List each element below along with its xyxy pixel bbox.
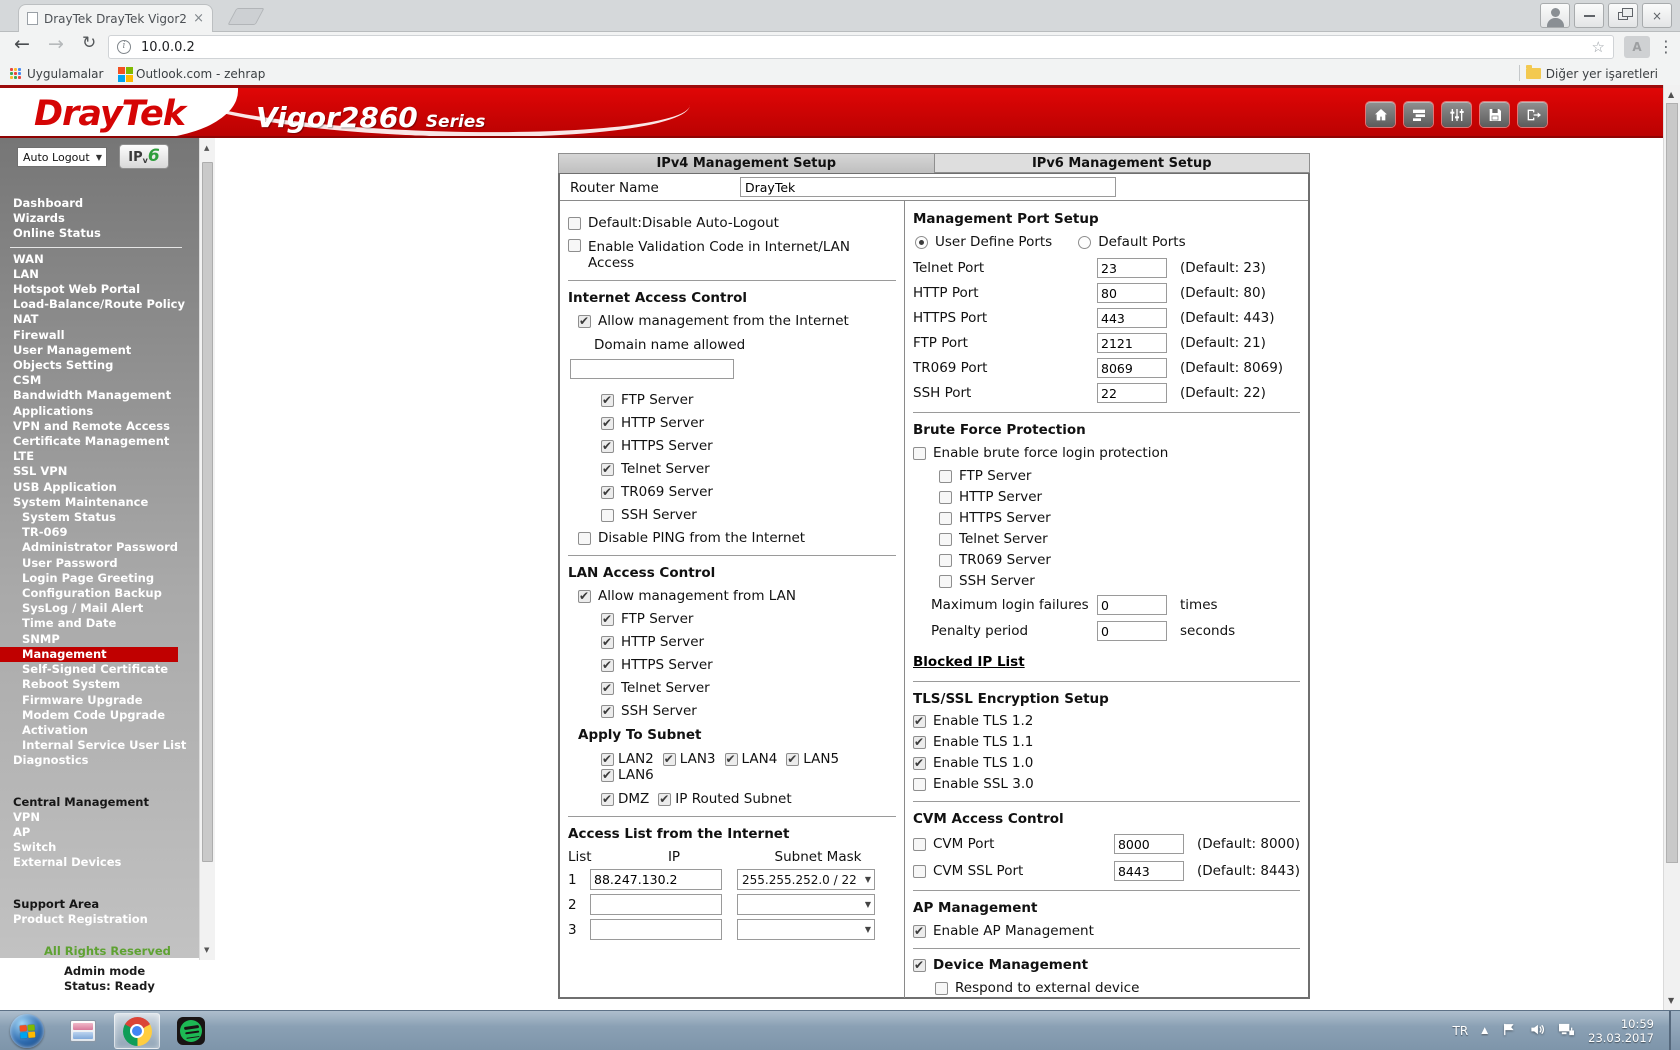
sidebar-item[interactable]: Firewall: [13, 327, 65, 342]
other-bookmarks[interactable]: Diğer yer işaretleri: [1526, 64, 1658, 83]
checkbox[interactable]: [601, 509, 614, 522]
sidebar-item[interactable]: Hotspot Web Portal: [13, 282, 141, 297]
back-button[interactable]: ←: [14, 33, 30, 55]
router-name-input[interactable]: [740, 177, 1116, 197]
access-ip-input[interactable]: [590, 919, 722, 940]
sidebar-item[interactable]: LAN: [13, 266, 39, 281]
wizard-panels-icon[interactable]: [1404, 102, 1433, 127]
server-checkbox-row: SSH Server: [913, 574, 1300, 589]
tab-ipv6-management[interactable]: IPv6 Management Setup: [935, 153, 1311, 173]
sidebar-item[interactable]: System Status: [22, 510, 116, 525]
lan-access-title: LAN Access Control: [568, 565, 716, 581]
sidebar-item[interactable]: SSL VPN: [13, 464, 68, 479]
bookmark-star-icon[interactable]: ☆: [1591, 38, 1605, 56]
settings-sliders-icon[interactable]: [1442, 102, 1471, 127]
cvm-rows: [913, 834, 1300, 881]
server-checkbox-row: FTP Server: [913, 469, 1300, 484]
server-checkbox-row: ✔ FTP Server: [568, 612, 896, 627]
checkbox[interactable]: [663, 753, 676, 766]
tls-title: TLS/SSL Encryption Setup: [913, 691, 1109, 707]
server-checkbox-row: ✔ HTTPS Server: [568, 658, 896, 673]
restore-button[interactable]: [1608, 3, 1638, 28]
tls-option-list: [913, 714, 1300, 792]
checkbox[interactable]: [601, 613, 614, 626]
sidebar-item[interactable]: Product Registration: [13, 911, 148, 926]
sidebar-item[interactable]: Login Page Greeting: [22, 570, 155, 585]
left-column: Default:Disable Auto-Logout Enable Validation Code in Internet/LAN Access Internet Access Control ✔ Allow management from the Internet Domain name allowed ✔ FTP Server ✔ HTTP Server ✔ HTTPS Server ✔ Telnet Server ✔ TR069 Server SSH Server Disable PING from the Internet LAN Access Control ✔ Allow management from LAN ✔ FTP Server ✔ HTTP Server ✔ HTTPS Server ✔ Telnet Server ✔ SSH Server Apply To Subnet ✔ LAN2 ✔ LAN3 ✔ LAN4 ✔ LAN5 ✔ LAN6 ✔ DMZ ✔ IP Routed Subnet Access List from the Internet List IP Subnet Mask 1 88.247.130.2 255.255.252.0 / 22 ▼ 2 ▼ 3 ▼: [560, 201, 905, 998]
scroll-down-icon[interactable]: ▼: [1668, 996, 1675, 1005]
profile-button[interactable]: [1540, 3, 1570, 28]
port-row: Telnet Port 23 (Default: 23): [913, 258, 1300, 278]
address-bar[interactable]: [108, 35, 1614, 59]
auto-logout-select[interactable]: Auto Logout ▼: [17, 147, 107, 167]
subnet-checkbox: ✔ LAN2: [601, 751, 654, 767]
sidebar-item[interactable]: Diagnostics: [13, 753, 89, 768]
sidebar-item[interactable]: Switch: [13, 840, 57, 855]
taskbar-app-button[interactable]: [60, 1013, 106, 1049]
apps-grid-icon: [10, 68, 22, 80]
model-title: Vigor2860 Series: [256, 101, 486, 134]
checkbox-disable-auto-logout[interactable]: [568, 217, 581, 230]
checkbox-allow-internet-mgmt[interactable]: [578, 315, 591, 328]
server-checkbox-row: ✔ Telnet Server: [568, 462, 896, 477]
penalty-period-input[interactable]: [1097, 621, 1167, 641]
adobe-extension-icon[interactable]: A: [1624, 36, 1650, 58]
checkbox-respond-external[interactable]: [935, 982, 948, 995]
page-scroll-thumb[interactable]: [1666, 103, 1678, 863]
checkbox[interactable]: [786, 753, 799, 766]
sidebar-item[interactable]: Applications: [13, 403, 94, 418]
admin-mode-text: Admin mode: [64, 964, 146, 978]
page-scrollbar[interactable]: [1663, 85, 1680, 1010]
new-tab-button[interactable]: [227, 8, 264, 25]
port-input[interactable]: [1097, 258, 1167, 278]
port-row: HTTP Port 80 (Default: 80): [913, 283, 1300, 303]
language-indicator[interactable]: TR: [1452, 1024, 1469, 1038]
access-list-row: 1 88.247.130.2 255.255.252.0 / 22 ▼: [568, 869, 896, 890]
radio-default-ports[interactable]: [1078, 236, 1091, 249]
server-checkbox-row: ✔ HTTP Server: [568, 635, 896, 650]
sidebar-item[interactable]: Self-Signed Certificate: [22, 662, 169, 677]
status-text: Status: Ready: [64, 979, 155, 993]
scroll-down-icon[interactable]: ▼: [204, 946, 210, 954]
port-row: FTP Port 2121 (Default: 21): [913, 333, 1300, 353]
access-list-row: 3 ▼: [568, 919, 896, 940]
subnet-list: [568, 751, 896, 783]
site-info-icon[interactable]: i: [117, 40, 131, 54]
checkbox[interactable]: [601, 682, 614, 695]
logout-icon[interactable]: [1518, 102, 1547, 127]
checkbox[interactable]: [601, 705, 614, 718]
subnet-checkbox: ✔ IP Routed Subnet: [658, 791, 791, 807]
bookmark-outlook[interactable]: Outlook.com - zehrap: [118, 64, 265, 83]
browser-toolbar: [0, 32, 1680, 62]
sidebar-item[interactable]: External Devices: [13, 855, 122, 870]
sidebar-item[interactable]: NAT: [13, 312, 39, 327]
checkbox[interactable]: [939, 575, 952, 588]
port-input[interactable]: [1097, 308, 1167, 328]
sidebar-item[interactable]: Management: [0, 647, 178, 662]
draytek-banner: [0, 85, 1680, 138]
cvm-title: CVM Access Control: [913, 811, 1064, 827]
radio-user-define-ports[interactable]: [915, 236, 928, 249]
checkbox[interactable]: [913, 778, 926, 791]
sidebar-item[interactable]: SNMP: [22, 631, 60, 646]
access-ip-input[interactable]: [590, 869, 722, 890]
port-row: TR069 Port 8069 (Default: 8069): [913, 358, 1300, 378]
subnet-checkbox: ✔ DMZ: [601, 791, 649, 807]
sidebar-item[interactable]: Configuration Backup: [22, 586, 162, 601]
brute-force-title: Brute Force Protection: [913, 422, 1086, 438]
checkbox[interactable]: [601, 753, 614, 766]
subnet-checkbox: ✔ LAN3: [663, 751, 716, 767]
chrome-icon: [123, 1017, 152, 1046]
subnet-mask-select[interactable]: 255.255.252.0 / 22 ▼: [737, 869, 875, 890]
server-checkbox-row: HTTP Server: [913, 490, 1300, 505]
checkbox[interactable]: [601, 659, 614, 672]
checkbox-enable-ap-mgmt[interactable]: [913, 925, 926, 938]
max-login-failures-input[interactable]: [1097, 595, 1167, 615]
forward-button[interactable]: →: [48, 33, 64, 55]
access-list-rows: [568, 869, 896, 940]
ipv6-button[interactable]: IPv6: [119, 144, 169, 169]
ap-management-title: AP Management: [913, 900, 1038, 916]
checkbox[interactable]: [601, 486, 614, 499]
sidebar-item[interactable]: VPN: [13, 809, 40, 824]
subnet-checkbox: ✔ LAN4: [725, 751, 778, 767]
checkbox[interactable]: [939, 491, 952, 504]
server-checkbox-row: ✔ HTTPS Server: [568, 439, 896, 454]
page-content: [0, 138, 1680, 1010]
sidebar-nav: [0, 196, 192, 927]
checkbox[interactable]: [939, 533, 952, 546]
subnet-list-2: [568, 791, 896, 807]
checkbox-allow-lan-mgmt[interactable]: [578, 590, 591, 603]
scroll-up-icon[interactable]: ▲: [1668, 90, 1675, 99]
access-ip-input[interactable]: [590, 894, 722, 915]
sidebar-item[interactable]: Internal Service User List: [22, 738, 187, 753]
person-icon: [1551, 8, 1560, 17]
port-input[interactable]: [1097, 283, 1167, 303]
sidebar-item[interactable]: USB Application: [13, 479, 117, 494]
checkbox[interactable]: [939, 554, 952, 567]
internet-server-list: [568, 393, 896, 523]
server-checkbox-row: SSH Server: [568, 508, 896, 523]
scroll-up-icon[interactable]: ▲: [204, 144, 210, 152]
sidebar-item[interactable]: Bandwidth Management: [13, 388, 172, 403]
sidebar-item[interactable]: VPN and Remote Access: [13, 418, 171, 433]
taskbar-clock[interactable]: 10:59 23.03.2017: [1588, 1017, 1654, 1045]
cvm-port-input[interactable]: [1114, 861, 1184, 881]
checkbox[interactable]: [601, 769, 614, 782]
start-button[interactable]: [10, 1014, 44, 1048]
port-rows: [913, 258, 1300, 403]
tab-close-icon[interactable]: ×: [193, 11, 204, 26]
max-login-failures-label: Maximum login failures: [931, 597, 1089, 613]
management-form: [558, 153, 1310, 999]
checkbox[interactable]: [601, 417, 614, 430]
rights-text: All Rights Reserved: [44, 944, 171, 958]
bookmark-apps[interactable]: Uygulamalar: [10, 64, 103, 83]
sidebar-item: [0, 871, 192, 897]
sidebar-item[interactable]: Certificate Management: [13, 434, 170, 449]
port-input[interactable]: [1097, 358, 1167, 378]
server-checkbox-row: ✔ FTP Server: [568, 393, 896, 408]
right-column: Management Port Setup User Define Ports Default Ports Telnet Port 23 (Default: 23) HTTP Port 80 (Default: 80) HTTPS Port 443 (Default: 443) FTP Port 2121 (Default: 21) TR069 Port 8069 (Default: 8069) SSH Port 22 (Default: 22) Brute Force Protection Enable brute force login protection FTP Server HTTP Server HTTPS Server Telnet Server TR069 Server SSH Server Maximum login failures 0 times Penalty period 0 seconds Blocked IP List TLS/SSL Encryption Setup ✔ Enable TLS 1.2 ✔ Enable TLS 1.1 ✔ Enable TLS 1.0 Enable SSL 3.0 CVM Access Control CVM Port 8000 (Default: 8000) CVM SSL Port 8443 (Default: 8443) AP Management ✔ Enable AP Management ✔ Device Management Respond to external device: [905, 201, 1308, 998]
taskbar-spotify-button[interactable]: [168, 1013, 214, 1049]
sidebar-item[interactable]: System Maintenance: [13, 494, 149, 509]
microsoft-icon: [118, 67, 131, 80]
sidebar-item[interactable]: User Management: [13, 342, 132, 357]
action-center-flag-icon[interactable]: [1501, 1022, 1516, 1041]
home-icon[interactable]: [1366, 102, 1395, 127]
sidebar-item[interactable]: Administrator Password: [22, 540, 179, 555]
sidebar-item: [0, 769, 192, 795]
sidebar-item[interactable]: Central Management: [13, 794, 149, 809]
port-setup-title: Management Port Setup: [913, 211, 1099, 227]
apply-to-subnet-title: Apply To Subnet: [578, 727, 702, 743]
sidebar-item[interactable]: User Password: [22, 555, 118, 570]
sidebar: [0, 138, 199, 1010]
checkbox[interactable]: [913, 736, 926, 749]
sidebar-item[interactable]: Activation: [22, 722, 88, 737]
server-checkbox-row: TR069 Server: [913, 553, 1300, 568]
close-button[interactable]: ×: [1642, 3, 1672, 28]
sidebar-item[interactable]: Wizards: [13, 211, 65, 226]
chevron-down-icon: ▼: [95, 152, 102, 162]
checkbox-device-management[interactable]: [913, 959, 926, 972]
checkbox[interactable]: [601, 394, 614, 407]
sidebar-item[interactable]: Modem Code Upgrade: [22, 707, 166, 722]
subnet-mask-select[interactable]: [737, 919, 875, 940]
page-icon: [27, 12, 38, 25]
windows-flag-icon: [20, 1024, 36, 1038]
internet-access-title: Internet Access Control: [568, 290, 748, 306]
sidebar-item[interactable]: Reboot System: [22, 677, 121, 692]
sidebar-item[interactable]: Online Status: [13, 226, 101, 241]
checkbox[interactable]: [658, 793, 671, 806]
sidebar-item[interactable]: Firmware Upgrade: [22, 692, 143, 707]
tray-expand-icon[interactable]: ▲: [1481, 1026, 1489, 1036]
subnet-checkbox: ✔ LAN6: [601, 767, 654, 783]
browser-menu-icon[interactable]: ⋮: [1658, 37, 1674, 56]
bookmarks-bar: [0, 62, 1680, 85]
checkbox-enable-brute-force[interactable]: [913, 447, 926, 460]
domain-name-input[interactable]: [570, 359, 734, 379]
taskbar: [0, 1010, 1680, 1050]
sidebar-scroll-thumb[interactable]: [202, 162, 213, 862]
spotify-icon: [177, 1017, 205, 1045]
browser-tab[interactable]: [18, 4, 213, 32]
access-list-headers: List IP Subnet Mask: [568, 849, 862, 865]
checkbox[interactable]: [939, 470, 952, 483]
port-input[interactable]: [1097, 383, 1167, 403]
show-desktop-button[interactable]: [1669, 1011, 1680, 1050]
tls-checkbox-row: ✔ Enable TLS 1.1: [913, 735, 1300, 750]
cvm-row: CVM Port 8000 (Default: 8000): [913, 834, 1300, 854]
checkbox-validation-code[interactable]: [568, 239, 581, 252]
minimize-button[interactable]: [1574, 3, 1604, 28]
domain-name-label: Domain name allowed: [594, 337, 746, 353]
lan-server-list: [568, 612, 896, 719]
server-checkbox-row: HTTPS Server: [913, 511, 1300, 526]
tab-title: DrayTek DrayTek Vigor2: [44, 11, 187, 26]
sidebar-item[interactable]: Time and Date: [22, 616, 117, 631]
subnet-mask-select[interactable]: [737, 894, 875, 915]
form-box: [558, 173, 1310, 999]
url-text[interactable]: 10.0.0.2: [141, 39, 195, 55]
browser-tabstrip: [0, 0, 1680, 32]
taskbar-chrome-button[interactable]: [114, 1013, 160, 1049]
port-input[interactable]: [1097, 333, 1167, 353]
sidebar-item[interactable]: Dashboard: [13, 196, 84, 210]
folder-icon: [1526, 68, 1541, 79]
sidebar-scrollbar[interactable]: [199, 138, 215, 960]
network-icon[interactable]: [1558, 1022, 1575, 1041]
checkbox[interactable]: [601, 636, 614, 649]
tls-checkbox-row: Enable SSL 3.0: [913, 777, 1300, 792]
server-checkbox-row: ✔ HTTP Server: [568, 416, 896, 431]
tls-checkbox-row: ✔ Enable TLS 1.0: [913, 756, 1300, 771]
checkbox-disable-ping[interactable]: [578, 532, 591, 545]
app-window-icon: [70, 1020, 96, 1042]
checkbox[interactable]: [725, 753, 738, 766]
restore-icon: [1618, 12, 1628, 20]
reload-button[interactable]: ↻: [82, 33, 97, 53]
checkbox[interactable]: [601, 440, 614, 453]
sidebar-item[interactable]: Support Area: [13, 896, 100, 911]
sidebar-item[interactable]: LTE: [13, 449, 35, 464]
brute-force-server-list: [913, 469, 1300, 589]
sidebar-item[interactable]: CSM: [13, 373, 42, 388]
save-icon[interactable]: [1480, 102, 1509, 127]
port-row: SSH Port 22 (Default: 22): [913, 383, 1300, 403]
sidebar-item[interactable]: SysLog / Mail Alert: [22, 601, 144, 616]
blocked-ip-list-link[interactable]: Blocked IP List: [913, 654, 1025, 670]
sidebar-item[interactable]: AP: [13, 824, 31, 839]
checkbox[interactable]: [913, 715, 926, 728]
router-name-label: Router Name: [570, 180, 659, 196]
server-checkbox-row: Telnet Server: [913, 532, 1300, 547]
volume-icon[interactable]: [1529, 1022, 1545, 1041]
sidebar-item[interactable]: WAN: [13, 251, 44, 266]
tab-ipv4-management[interactable]: IPv4 Management Setup: [558, 153, 935, 173]
sidebar-item: [10, 247, 182, 248]
sidebar-item[interactable]: Objects Setting: [13, 358, 114, 373]
draytek-logo: DrayTek: [34, 94, 186, 134]
bookmarks-separator: [1519, 65, 1520, 81]
port-row: HTTPS Port 443 (Default: 443): [913, 308, 1300, 328]
checkbox[interactable]: [913, 865, 926, 878]
penalty-period-label: Penalty period: [931, 623, 1029, 639]
access-list-title: Access List from the Internet: [568, 826, 790, 842]
checkbox[interactable]: [913, 757, 926, 770]
checkbox[interactable]: [601, 463, 614, 476]
checkbox[interactable]: [913, 838, 926, 851]
server-checkbox-row: ✔ SSH Server: [568, 704, 896, 719]
sidebar-item[interactable]: Load-Balance/Route Policy: [13, 297, 185, 312]
server-checkbox-row: ✔ Telnet Server: [568, 681, 896, 696]
checkbox[interactable]: [601, 793, 614, 806]
subnet-checkbox: ✔ LAN5: [786, 751, 839, 767]
server-checkbox-row: ✔ TR069 Server: [568, 485, 896, 500]
sidebar-item[interactable]: TR-069: [22, 525, 68, 540]
tls-checkbox-row: ✔ Enable TLS 1.2: [913, 714, 1300, 729]
cvm-row: CVM SSL Port 8443 (Default: 8443): [913, 861, 1300, 881]
minimize-icon: [1584, 15, 1595, 17]
cvm-port-input[interactable]: [1114, 834, 1184, 854]
access-list-row: 2 ▼: [568, 894, 896, 915]
checkbox[interactable]: [939, 512, 952, 525]
